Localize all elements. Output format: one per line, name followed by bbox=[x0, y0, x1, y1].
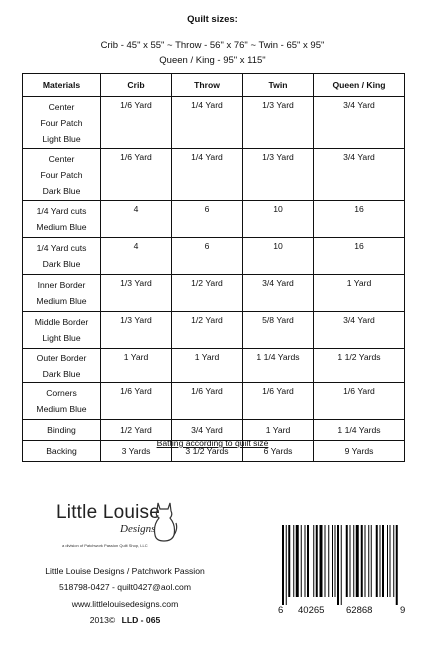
barcode-bar bbox=[296, 525, 299, 597]
barcode-bar bbox=[361, 525, 363, 597]
amount-throw: 3 1/2 Yards bbox=[172, 441, 243, 462]
barcode-bar bbox=[313, 525, 314, 597]
quilt-sizes-line-2: Queen / King - 95" x 115" bbox=[159, 55, 266, 66]
amount-throw: 3/4 Yard bbox=[172, 420, 243, 441]
material-name-cell bbox=[23, 238, 101, 275]
amount-throw: 1/4 Yard bbox=[172, 97, 243, 149]
footer-website[interactable]: www.littlelouisedesigns.com bbox=[71, 599, 179, 609]
barcode-bar bbox=[368, 525, 369, 597]
footer-copyright: 2013© bbox=[89, 615, 116, 625]
barcode-bar bbox=[305, 525, 306, 597]
cat-icon bbox=[150, 499, 178, 543]
amount-crib: 1/3 Yard bbox=[101, 312, 172, 349]
amount-twin: 1/3 Yard bbox=[243, 97, 314, 149]
amount-twin: 1/3 Yard bbox=[243, 149, 314, 201]
barcode-bar bbox=[332, 525, 333, 597]
material-name-line: Medium Blue bbox=[36, 222, 87, 232]
barcode-bar bbox=[301, 525, 302, 597]
amount-queen: 3/4 Yard bbox=[314, 312, 405, 349]
amount-twin: 1/6 Yard bbox=[243, 383, 314, 420]
table-header-row bbox=[23, 74, 405, 97]
amount-queen: 16 bbox=[314, 201, 405, 238]
amount-crib: 1/3 Yard bbox=[101, 275, 172, 312]
barcode-bar bbox=[390, 525, 391, 597]
amount-queen: 1 Yard bbox=[314, 275, 405, 312]
material-name-line: Center bbox=[48, 153, 75, 164]
amount-throw: 6 bbox=[172, 201, 243, 238]
footer-copyright-line bbox=[0, 615, 250, 625]
amount-queen: 16 bbox=[314, 238, 405, 275]
barcode-bar bbox=[328, 525, 329, 597]
amount-crib: 1/6 Yard bbox=[101, 383, 172, 420]
amount-throw: 1/2 Yard bbox=[172, 275, 243, 312]
footer-pattern-code: LLD - 065 bbox=[121, 615, 161, 625]
barcode-bar bbox=[353, 525, 354, 597]
barcode-digit-4: 9 bbox=[400, 605, 406, 616]
material-name-line: Dark Blue bbox=[42, 185, 81, 196]
amount-throw: 1/6 Yard bbox=[172, 383, 243, 420]
amount-crib: 1/6 Yard bbox=[101, 97, 172, 149]
header-materials: Materials bbox=[23, 74, 101, 97]
amount-queen: 9 Yards bbox=[314, 441, 405, 462]
amount-crib: 4 bbox=[101, 201, 172, 238]
logo-line-2: Designs bbox=[120, 523, 156, 535]
amount-queen: 3/4 Yard bbox=[314, 97, 405, 149]
material-name-cell bbox=[23, 349, 101, 383]
barcode bbox=[278, 525, 408, 620]
amount-twin: 10 bbox=[243, 238, 314, 275]
material-name-line: 1/4 Yard cuts bbox=[36, 206, 87, 216]
material-name-cell bbox=[23, 312, 101, 349]
material-name-line: Binding bbox=[47, 425, 76, 435]
amount-throw: 1/4 Yard bbox=[172, 149, 243, 201]
header-throw: Throw bbox=[172, 74, 243, 97]
amount-twin: 1 Yard bbox=[243, 420, 314, 441]
amount-crib: 3 Yards bbox=[101, 441, 172, 462]
material-name-line: Center bbox=[48, 101, 75, 112]
material-name-line: Outer Border bbox=[36, 352, 87, 363]
table-row bbox=[23, 201, 405, 238]
barcode-bar bbox=[376, 525, 378, 597]
logo-line-1: Little Louise bbox=[56, 502, 161, 523]
header-queen-king: Queen / King bbox=[314, 74, 405, 97]
footer-contact: 518798-0427 - quilt0427@aol.com bbox=[59, 582, 191, 592]
logo-tagline: a division of Patchwork Passion Quilt Shop, LLC bbox=[62, 543, 148, 548]
barcode-bar bbox=[288, 525, 290, 597]
material-name-cell bbox=[23, 97, 101, 149]
barcode-bar bbox=[293, 525, 294, 597]
barcode-bar bbox=[337, 525, 339, 605]
material-name-line: Inner Border bbox=[37, 280, 86, 290]
quilt-sizes-line-1: Crib - 45" x 55" ~ Throw - 56" x 76" ~ Twin - 65" x 95" bbox=[100, 40, 325, 51]
table-row bbox=[23, 383, 405, 420]
barcode-bar bbox=[320, 525, 323, 597]
barcode-bar bbox=[350, 525, 351, 597]
material-name-line: Dark Blue bbox=[42, 259, 81, 269]
amount-throw: 1/2 Yard bbox=[172, 312, 243, 349]
material-name-line: Light Blue bbox=[42, 333, 81, 343]
amount-crib: 1/6 Yard bbox=[101, 149, 172, 201]
material-name-line: Four Patch bbox=[40, 117, 83, 128]
table-row bbox=[23, 238, 405, 275]
material-name-cell bbox=[23, 201, 101, 238]
amount-crib: 1 Yard bbox=[101, 349, 172, 383]
barcode-bar bbox=[341, 525, 342, 605]
material-name-line: Backing bbox=[46, 446, 77, 456]
footer-company: Little Louise Designs / Patchwork Passion bbox=[45, 566, 205, 576]
materials-table bbox=[22, 73, 405, 462]
barcode-bar bbox=[365, 525, 366, 597]
barcode-bar bbox=[387, 525, 388, 597]
barcode-bar bbox=[382, 525, 384, 597]
material-name-cell bbox=[23, 383, 101, 420]
barcode-bar bbox=[286, 525, 287, 605]
material-name-line: Dark Blue bbox=[42, 368, 81, 379]
material-name-line: Middle Border bbox=[34, 317, 89, 327]
barcode-bar bbox=[393, 525, 394, 597]
table-row bbox=[23, 149, 405, 201]
amount-throw: 1 Yard bbox=[172, 349, 243, 383]
barcode-bar bbox=[380, 525, 381, 597]
amount-queen: 1 1/4 Yards bbox=[314, 420, 405, 441]
batting-note: Batting according to quilt size bbox=[156, 438, 269, 448]
material-name-line: Four Patch bbox=[40, 169, 83, 180]
table-body bbox=[23, 97, 405, 462]
amount-twin: 3/4 Yard bbox=[243, 275, 314, 312]
amount-crib: 1/2 Yard bbox=[101, 420, 172, 441]
table-row bbox=[23, 275, 405, 312]
page-title: Quilt sizes: bbox=[187, 14, 238, 25]
material-name-line: 1/4 Yard cuts bbox=[36, 243, 87, 253]
material-name-cell bbox=[23, 275, 101, 312]
amount-queen: 3/4 Yard bbox=[314, 149, 405, 201]
barcode-bar bbox=[316, 525, 318, 597]
barcode-bar bbox=[335, 525, 336, 597]
table-row bbox=[23, 312, 405, 349]
material-name-line: Medium Blue bbox=[36, 404, 87, 414]
barcode-bars bbox=[278, 525, 408, 605]
header-crib: Crib bbox=[101, 74, 172, 97]
barcode-digit-group-3: 62868 bbox=[346, 605, 373, 616]
amount-twin: 1 1/4 Yards bbox=[243, 349, 314, 383]
amount-twin: 10 bbox=[243, 201, 314, 238]
barcode-digit-group-2: 40265 bbox=[298, 605, 325, 616]
amount-queen: 1 1/2 Yards bbox=[314, 349, 405, 383]
barcode-bar bbox=[356, 525, 359, 597]
table-row bbox=[23, 349, 405, 383]
amount-twin: 6 Yards bbox=[243, 441, 314, 462]
barcode-bar bbox=[346, 525, 348, 597]
barcode-bar bbox=[371, 525, 372, 597]
barcode-bar bbox=[325, 525, 326, 597]
barcode-bar bbox=[396, 525, 398, 605]
header-twin: Twin bbox=[243, 74, 314, 97]
material-name-line: Light Blue bbox=[42, 133, 81, 144]
table-row bbox=[23, 97, 405, 149]
barcode-digit-1: 6 bbox=[278, 605, 284, 616]
barcode-bar bbox=[307, 525, 309, 597]
amount-crib: 4 bbox=[101, 238, 172, 275]
material-name-cell bbox=[23, 149, 101, 201]
material-name-line: Corners bbox=[46, 388, 77, 398]
amount-twin: 5/8 Yard bbox=[243, 312, 314, 349]
material-name-line: Medium Blue bbox=[36, 296, 87, 306]
amount-queen: 1/6 Yard bbox=[314, 383, 405, 420]
amount-throw: 6 bbox=[172, 238, 243, 275]
barcode-bar bbox=[282, 525, 284, 605]
